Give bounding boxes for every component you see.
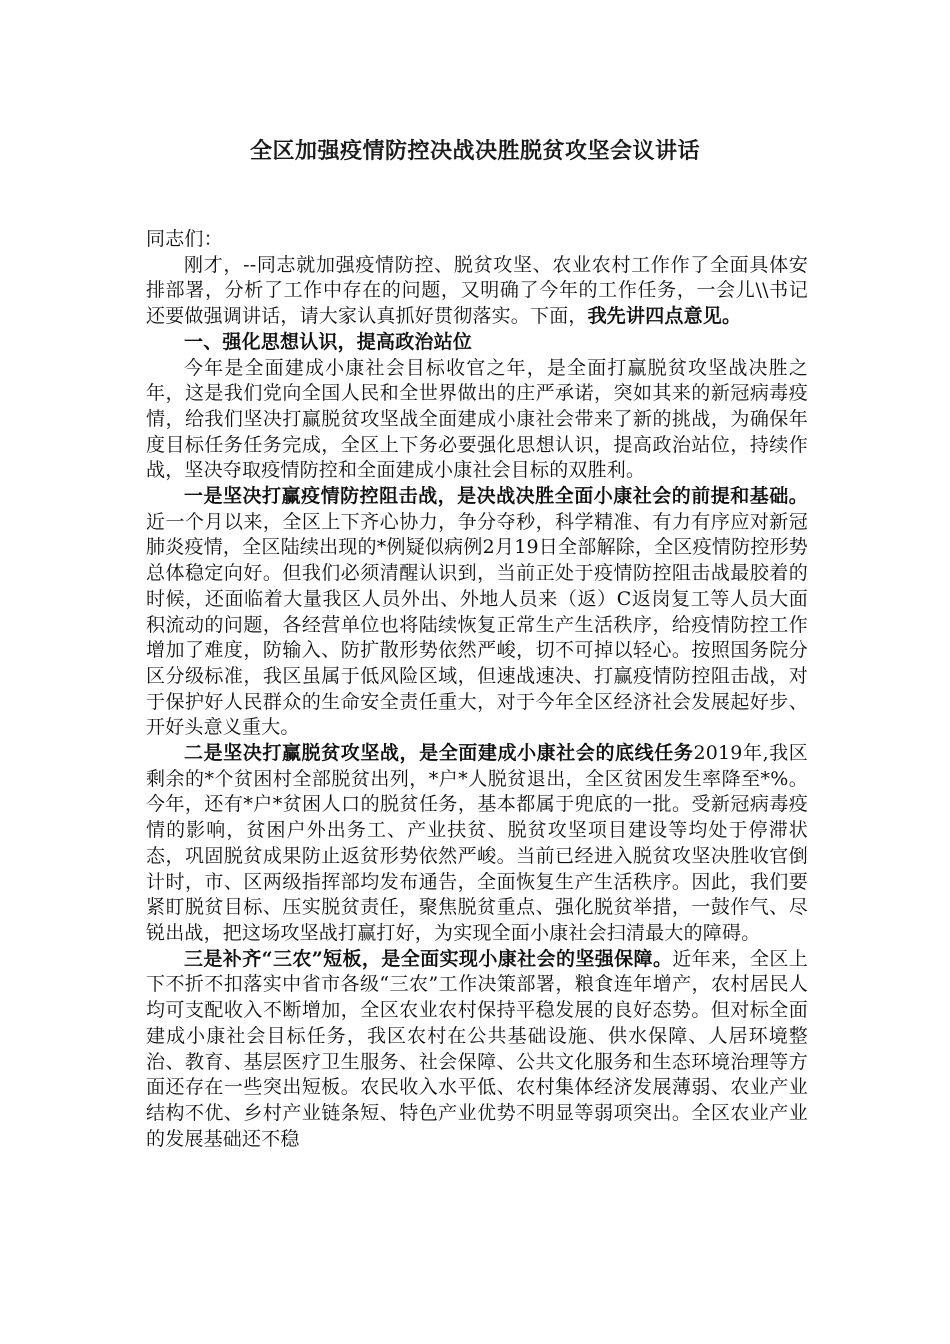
point-3-text: 近年来，全区上下不折不扣落实中省市各级“三农”工作决策部署，粮食连年增产，农村居民人均可支配收入不断增加，全区农业农村保持平稳发展的良好态势。但对标全面建成小康社会目标任务，我区农村在公共基础设施、供水保障、人居环境整治、教育、基层医疗卫生服务、社会保障、公共文化服务和生态环境治理等方面还存在一些突出短板。农民收入水平低、农村集体经济发展薄弱、农业产业结构不优、乡村产业链条短、特色产业优势不明显等弱项突出。全区农业产业的发展基础还不稳 — [146, 947, 809, 1150]
point-2-text: 2019年,我区剩余的*个贫困村全部脱贫出列，*户*人脱贫退出，全区贫困发生率降至*%。今年，还有*户*贫困人口的脱贫任务，基本都属于兜底的一批。受新冠病毒疫情的影响，贫困户外出务工、产业扶贫、脱贫攻坚项目建设等均处于停滞状态，巩固脱贫成果防止返贫形势依然严峻。当前已经进入脱贫攻坚决胜收官倒计时，市、区两级指挥部均发布通告，全面恢复生产生活秩序。因此，我们要紧盯脱贫目标、压实脱贫责任，聚焦脱贫重点、强化脱贫举措，一鼓作气、尽锐出战，把这场攻坚战打赢打好，为实现全面小康社会扫清最大的障碍。 — [146, 742, 809, 944]
intro-text: 刚才，--同志就加强疫情防控、脱贫攻坚、农业农村工作作了全面具体安排部署，分析了工作中存在的问题，又明确了今年的工作任务，一会儿\\书记还要做强调讲话，请大家认真抓好贯彻落实。下面， — [146, 253, 808, 328]
section-heading-1: 一、强化思想认识，提高政治站位 — [184, 330, 473, 353]
intro-bold-text: 我先讲四点意见。 — [587, 305, 742, 328]
intro-paragraph — [146, 253, 808, 330]
section-1-paragraph: 今年是全面建成小康社会目标收官之年，是全面打赢脱贫攻坚战决胜之年，这是我们党向全国人民和全世界做出的庄严承诺，突如其来的新冠病毒疫情，给我们坚决打赢脱贫攻坚战全面建成小康社会带来了新的挑战，为确保年度目标任务任务完成，全区上下务必要强化思想认识，提高政治站位，持续作战，坚决夺取疫情防控和全面建成小康社会目标的双胜利。 — [146, 356, 808, 482]
point-1-text: 近一个月以来，全区上下齐心协力，争分夺秒，科学精准、有力有序应对新冠肺炎疫情，全区陆续出现的*例疑似病例2月19日全部解除，全区疫情防控形势总体稳定向好。但我们必须清醒认识到，当前正处于疫情防控阻击战最胶着的时候，还面临着大量我区人员外出、外地人员来（返）C返岗复工等人员大面积流动的问题，各经营单位也将陆续恢复正常生产生活秩序，给疫情防控工作增加了难度，防输入、防扩散形势依然严峻，切不可掉以轻心。按照国务院分区分级标准，我区虽属于低风险区域，但速战速决、打赢疫情防控阻击战，对于保护好人民群众的生命安全责任重大，对于今年全区经济社会发展起好步、开好头意义重大。 — [146, 510, 808, 739]
point-3-lead: 三是补齐“三农”短板，是全面实现小康社会的坚强保障。 — [184, 947, 673, 970]
document-body — [146, 227, 808, 1152]
point-1-lead: 一是坚决打赢疫情防控阻击战，是决战决胜全面小康社会的前提和基础。 — [184, 485, 808, 508]
document-title: 全区加强疫情防控决战决胜脱贫攻坚会议讲话 — [249, 139, 700, 164]
point-3-paragraph — [146, 947, 808, 1153]
point-1-paragraph — [146, 484, 808, 741]
point-2-paragraph — [146, 741, 808, 947]
salutation: 同志们： — [146, 228, 223, 250]
point-2-lead: 二是坚决打赢脱贫攻坚战，是全面建成小康社会的底线任务 — [184, 742, 694, 765]
